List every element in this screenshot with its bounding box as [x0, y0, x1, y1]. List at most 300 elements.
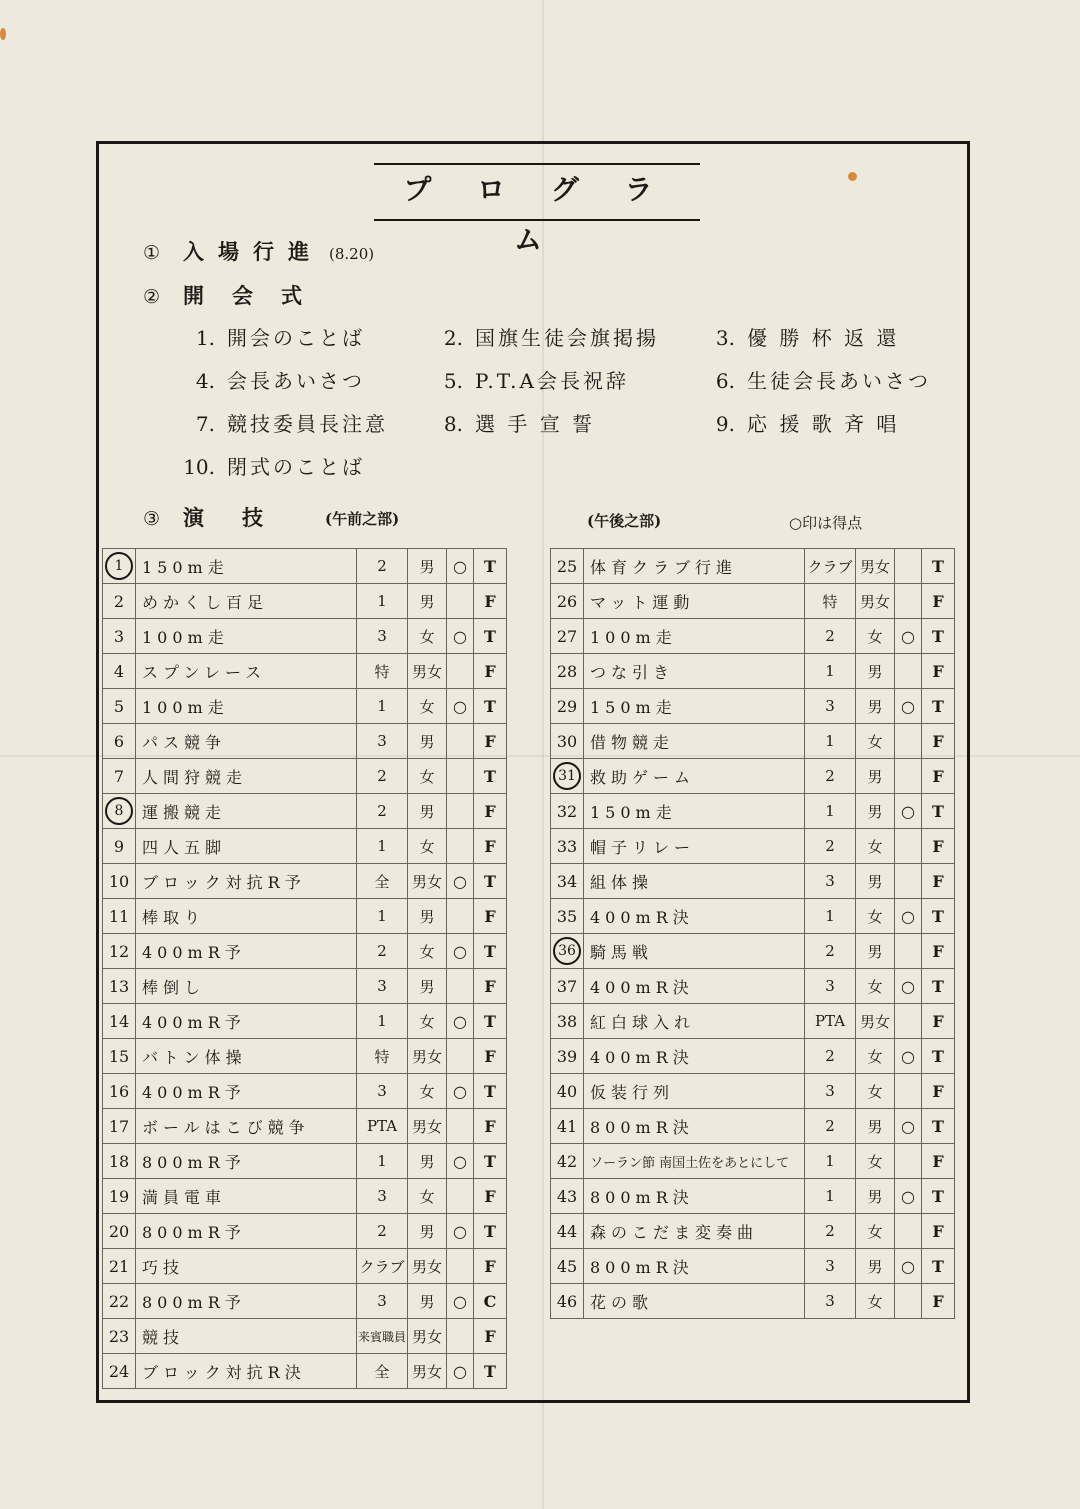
section-label: 開会式 [183, 283, 330, 308]
event-type-text: F [484, 661, 496, 681]
event-name [136, 1004, 357, 1039]
event-type [922, 1179, 955, 1214]
event-number-text: 10 [108, 871, 130, 891]
event-name [136, 549, 357, 584]
event-name [136, 689, 357, 724]
event-sex [408, 1249, 447, 1284]
event-number-text: 9 [113, 836, 125, 856]
event-type-text: F [484, 976, 496, 996]
event-sex-text: 男 [419, 977, 435, 996]
event-row [551, 934, 955, 969]
event-name-text: 100m走 [142, 627, 229, 647]
event-sex-text: 女 [867, 1292, 883, 1311]
event-grade [357, 1319, 408, 1354]
event-sex-text: 女 [867, 1222, 883, 1241]
event-row [551, 969, 955, 1004]
event-name-text: ソーラン節 南国土佐をあとにして [590, 1155, 790, 1171]
event-name [584, 1249, 805, 1284]
event-sex-text: 男 [867, 1117, 883, 1136]
event-sex-text: 女 [419, 1187, 435, 1206]
event-sex-text: 女 [867, 837, 883, 856]
event-type [922, 969, 955, 1004]
afternoon-events-table [550, 548, 955, 1319]
event-grade-text: 2 [825, 1222, 835, 1240]
event-type [474, 934, 507, 969]
event-score-mark [447, 1249, 474, 1284]
event-type-text: T [484, 696, 496, 716]
morning-header: (午前之部) [325, 510, 400, 528]
event-sex [408, 1319, 447, 1354]
event-name-text: 満員電車 [142, 1187, 227, 1207]
event-score-mark-text: ○ [901, 696, 915, 716]
event-grade [357, 899, 408, 934]
program-frame [96, 141, 970, 1403]
event-row [551, 689, 955, 724]
event-name [136, 584, 357, 619]
event-grade [357, 1004, 408, 1039]
event-number-text: 24 [108, 1361, 130, 1381]
event-type-text: F [932, 1221, 944, 1241]
event-score-mark [895, 969, 922, 1004]
ceremony-item-label: 開会のことば [227, 326, 365, 350]
event-grade-text: クラブ [807, 557, 853, 576]
event-type-text: F [484, 906, 496, 926]
event-sex [856, 934, 895, 969]
event-number [103, 1214, 136, 1249]
event-sex [856, 1039, 895, 1074]
event-grade-text: 2 [825, 767, 835, 785]
event-grade-text: 3 [825, 1292, 835, 1310]
event-row [103, 689, 507, 724]
event-grade-text: 2 [825, 837, 835, 855]
event-name [584, 934, 805, 969]
event-type-text: T [932, 976, 944, 996]
event-sex [408, 864, 447, 899]
event-type [474, 1074, 507, 1109]
event-grade [805, 689, 856, 724]
event-grade [357, 1179, 408, 1214]
event-score-mark-text: ○ [453, 871, 467, 891]
event-sex [856, 1074, 895, 1109]
event-type-text: F [932, 731, 944, 751]
event-sex-text: 男 [419, 732, 435, 751]
event-sex-text: 女 [419, 942, 435, 961]
event-row [103, 1249, 507, 1284]
event-number-text: 11 [108, 906, 130, 926]
event-sex [408, 584, 447, 619]
event-number-text: 43 [556, 1186, 578, 1206]
event-name-text: 800mR決 [590, 1257, 694, 1277]
event-type-text: F [484, 1046, 496, 1066]
event-number-text: 29 [556, 696, 578, 716]
event-row [103, 1109, 507, 1144]
event-sex-text: 男 [419, 802, 435, 821]
event-grade [805, 1074, 856, 1109]
event-name [136, 1354, 357, 1389]
event-type [922, 1039, 955, 1074]
event-grade-text: 3 [825, 1082, 835, 1100]
event-grade [357, 584, 408, 619]
ceremony-item-label: 会長あいさつ [227, 369, 365, 393]
event-score-mark [447, 1354, 474, 1389]
event-grade [805, 1179, 856, 1214]
event-type [474, 1214, 507, 1249]
event-grade-text: 2 [377, 767, 387, 785]
ceremony-item [417, 322, 659, 351]
ceremony-item-label: 国旗生徒会旗掲揚 [475, 326, 659, 350]
event-name [136, 724, 357, 759]
event-number [551, 619, 584, 654]
event-number-text: 3 [113, 626, 125, 646]
event-row [551, 549, 955, 584]
event-number [103, 1284, 136, 1319]
event-number [103, 1109, 136, 1144]
event-grade [805, 829, 856, 864]
event-number-text: 33 [556, 836, 578, 856]
event-score-mark [895, 619, 922, 654]
event-type-text: T [484, 1361, 496, 1381]
event-sex [408, 1004, 447, 1039]
event-sex [856, 549, 895, 584]
event-type-text: T [484, 1221, 496, 1241]
event-number [551, 1109, 584, 1144]
ceremony-item-label: 優 勝 杯 返 還 [747, 326, 900, 350]
event-type-text: F [932, 591, 944, 611]
event-grade [805, 864, 856, 899]
event-name-text: パス競争 [142, 732, 227, 752]
event-type [922, 864, 955, 899]
event-grade [357, 934, 408, 969]
event-type [922, 1074, 955, 1109]
event-grade [357, 864, 408, 899]
event-sex-text: 男女 [411, 1327, 442, 1346]
event-grade [805, 1144, 856, 1179]
event-type-text: T [484, 941, 496, 961]
event-grade-text: 特 [374, 1047, 390, 1066]
event-sex [856, 1144, 895, 1179]
event-grade [805, 759, 856, 794]
event-name [584, 1284, 805, 1319]
event-name-text: 150m走 [590, 697, 677, 717]
event-name [584, 724, 805, 759]
event-sex [408, 1039, 447, 1074]
event-sex [408, 1109, 447, 1144]
event-type [474, 1004, 507, 1039]
event-sex [408, 1144, 447, 1179]
section-entrance-march [143, 236, 374, 266]
event-sex-text: 男女 [411, 1047, 442, 1066]
event-score-mark [895, 864, 922, 899]
event-sex-text: 女 [419, 697, 435, 716]
event-sex [408, 934, 447, 969]
ceremony-item-number: 5. [443, 369, 463, 393]
event-name-text: 救助ゲーム [590, 767, 696, 787]
event-sex-text: 女 [419, 767, 435, 786]
event-name-text: 紅白球入れ [590, 1012, 696, 1032]
event-grade-text: 1 [825, 802, 835, 820]
event-type-text: F [484, 801, 496, 821]
event-number-text: 32 [556, 801, 578, 821]
event-type [922, 1144, 955, 1179]
event-name-text: ブロック対抗R決 [142, 1362, 306, 1382]
event-grade [357, 1284, 408, 1319]
event-number-text: 19 [108, 1186, 130, 1206]
ceremony-item-number: 7. [195, 412, 215, 436]
event-number [551, 969, 584, 1004]
event-sex [856, 689, 895, 724]
event-type [474, 1144, 507, 1179]
event-grade-text: 来賓職員 [357, 1330, 406, 1344]
event-number [103, 724, 136, 759]
event-number-text: 14 [108, 1011, 130, 1031]
event-type-text: T [932, 906, 944, 926]
event-name-text: 800mR予 [142, 1222, 246, 1242]
event-number-text: 44 [556, 1221, 578, 1241]
event-number-text: 7 [113, 766, 125, 786]
circled-event-number: 36 [553, 937, 581, 965]
event-number [551, 654, 584, 689]
event-score-mark [895, 1039, 922, 1074]
event-number [551, 864, 584, 899]
event-score-mark [895, 934, 922, 969]
event-type-text: F [484, 591, 496, 611]
event-row [551, 1109, 955, 1144]
event-sex [408, 689, 447, 724]
event-name-text: バトン体操 [142, 1047, 247, 1067]
event-sex [856, 969, 895, 1004]
event-type-text: F [932, 1151, 944, 1171]
event-type-text: C [483, 1291, 497, 1311]
event-name-text: 棒取り [142, 907, 206, 927]
event-name-text: 150m走 [142, 557, 229, 577]
event-number [551, 584, 584, 619]
event-name [584, 689, 805, 724]
event-number [551, 794, 584, 829]
event-name [584, 794, 805, 829]
event-row [551, 1039, 955, 1074]
event-score-mark-text: ○ [453, 1011, 467, 1031]
event-sex-text: 男女 [411, 662, 442, 681]
event-name-text: ブロック対抗R予 [142, 872, 306, 892]
event-sex-text: 男 [867, 1257, 883, 1276]
event-name [136, 1179, 357, 1214]
event-score-mark-text: ○ [453, 1291, 467, 1311]
event-name [584, 759, 805, 794]
event-row [103, 1144, 507, 1179]
event-grade [805, 619, 856, 654]
event-sex [856, 1179, 895, 1214]
event-score-mark [895, 584, 922, 619]
event-grade [805, 724, 856, 759]
event-row [103, 549, 507, 584]
event-name [584, 899, 805, 934]
section-number: ② [143, 286, 161, 308]
event-score-mark-text: ○ [453, 1361, 467, 1381]
event-number-text: 25 [556, 556, 578, 576]
event-name [136, 864, 357, 899]
event-grade-text: 3 [825, 977, 835, 995]
event-type [922, 934, 955, 969]
event-number-text: 6 [113, 731, 125, 751]
event-number-text: 12 [108, 941, 130, 961]
event-name [136, 1039, 357, 1074]
event-number-text: 23 [108, 1326, 130, 1346]
event-row [103, 619, 507, 654]
event-grade-text: 1 [377, 907, 387, 925]
event-sex [408, 1214, 447, 1249]
event-number [103, 1144, 136, 1179]
event-sex-text: 男 [867, 767, 883, 786]
event-grade [805, 584, 856, 619]
event-number-text: 4 [113, 661, 125, 681]
event-name [584, 829, 805, 864]
event-sex-text: 男女 [411, 1117, 442, 1136]
event-grade-text: 1 [825, 907, 835, 925]
event-grade-text: 3 [825, 872, 835, 890]
event-number [551, 829, 584, 864]
event-name [136, 794, 357, 829]
event-number [551, 724, 584, 759]
circled-event-number: 8 [105, 797, 133, 825]
event-score-mark [895, 759, 922, 794]
event-grade-text: 特 [374, 662, 390, 681]
event-type-text: F [932, 1011, 944, 1031]
event-score-mark-text: ○ [901, 1116, 915, 1136]
event-number [103, 1004, 136, 1039]
event-name [136, 899, 357, 934]
event-type [474, 794, 507, 829]
event-score-mark-text: ○ [901, 976, 915, 996]
event-number-text: 39 [556, 1046, 578, 1066]
ceremony-item-number: 3. [715, 326, 735, 350]
event-sex [856, 899, 895, 934]
event-name-text: 800mR決 [590, 1187, 694, 1207]
event-number-text: 38 [556, 1011, 578, 1031]
event-row [551, 619, 955, 654]
event-score-mark [447, 654, 474, 689]
event-name [136, 619, 357, 654]
event-name-text: 借物競走 [590, 732, 675, 752]
event-type [922, 689, 955, 724]
event-number [103, 759, 136, 794]
circled-event-number: 31 [553, 762, 581, 790]
event-number [103, 1179, 136, 1214]
event-grade [357, 1039, 408, 1074]
event-type-text: T [932, 696, 944, 716]
event-sex-text: 女 [867, 907, 883, 926]
event-grade [357, 1354, 408, 1389]
event-type [922, 1109, 955, 1144]
event-sex-text: 男 [867, 697, 883, 716]
event-name [136, 1074, 357, 1109]
event-sex-text: 男 [419, 1292, 435, 1311]
ceremony-item-number: 10. [183, 455, 215, 479]
event-row [551, 794, 955, 829]
event-sex-text: 男女 [411, 1362, 442, 1381]
event-grade-text: 1 [377, 837, 387, 855]
event-type [922, 1214, 955, 1249]
event-sex-text: 男 [419, 907, 435, 926]
event-number [551, 1074, 584, 1109]
event-type [474, 1284, 507, 1319]
event-type [922, 619, 955, 654]
event-grade [805, 1039, 856, 1074]
event-type-text: T [932, 801, 944, 821]
event-score-mark [895, 549, 922, 584]
event-number-text: 26 [556, 591, 578, 611]
event-type [474, 689, 507, 724]
event-sex [856, 1004, 895, 1039]
event-type-text: T [932, 1256, 944, 1276]
event-number [103, 864, 136, 899]
event-name [584, 1039, 805, 1074]
event-name [584, 969, 805, 1004]
event-number [103, 899, 136, 934]
event-score-mark [447, 584, 474, 619]
event-type [474, 1179, 507, 1214]
event-number [551, 934, 584, 969]
event-type-text: F [484, 731, 496, 751]
event-score-mark-text: ○ [901, 626, 915, 646]
event-score-mark [447, 1109, 474, 1144]
event-name-text: 体育クラブ行進 [590, 557, 738, 577]
ceremony-item-number: 1. [195, 326, 215, 350]
event-number-text: 17 [108, 1116, 130, 1136]
event-score-mark [895, 1074, 922, 1109]
event-name-text: 花の歌 [590, 1292, 654, 1312]
event-row [103, 1284, 507, 1319]
event-type-text: T [484, 556, 496, 576]
event-type-text: F [484, 1326, 496, 1346]
event-sex-text: 男 [419, 1152, 435, 1171]
event-score-mark-text: ○ [453, 556, 467, 576]
event-number-text: 16 [108, 1081, 130, 1101]
event-score-mark [895, 689, 922, 724]
event-type [474, 1249, 507, 1284]
event-name [584, 584, 805, 619]
event-number [103, 619, 136, 654]
event-row [103, 1074, 507, 1109]
event-name [136, 934, 357, 969]
event-score-mark-text: ○ [901, 906, 915, 926]
event-grade [805, 654, 856, 689]
event-number-text: 20 [108, 1221, 130, 1241]
event-name [136, 759, 357, 794]
event-type-text: F [932, 661, 944, 681]
event-score-mark [447, 689, 474, 724]
ceremony-item-label: 選 手 宣 誓 [475, 412, 596, 436]
event-type [474, 1109, 507, 1144]
event-grade-text: 2 [825, 942, 835, 960]
event-name [136, 1284, 357, 1319]
event-grade-text: 3 [377, 732, 387, 750]
ceremony-item-label: 閉式のことば [227, 455, 365, 479]
event-sex [408, 969, 447, 1004]
event-score-mark [447, 1004, 474, 1039]
event-grade-text: 2 [377, 802, 387, 820]
event-sex-text: 男 [867, 662, 883, 681]
event-grade-text: 2 [825, 1047, 835, 1065]
event-type [922, 654, 955, 689]
event-number-text: 5 [113, 696, 125, 716]
afternoon-header: (午後之部) [587, 512, 662, 530]
event-type-text: T [484, 1081, 496, 1101]
event-grade-text: 1 [825, 1152, 835, 1170]
event-type-text: F [932, 1081, 944, 1101]
event-score-mark [447, 1144, 474, 1179]
event-name-text: 仮装行列 [590, 1082, 675, 1102]
event-number [103, 584, 136, 619]
